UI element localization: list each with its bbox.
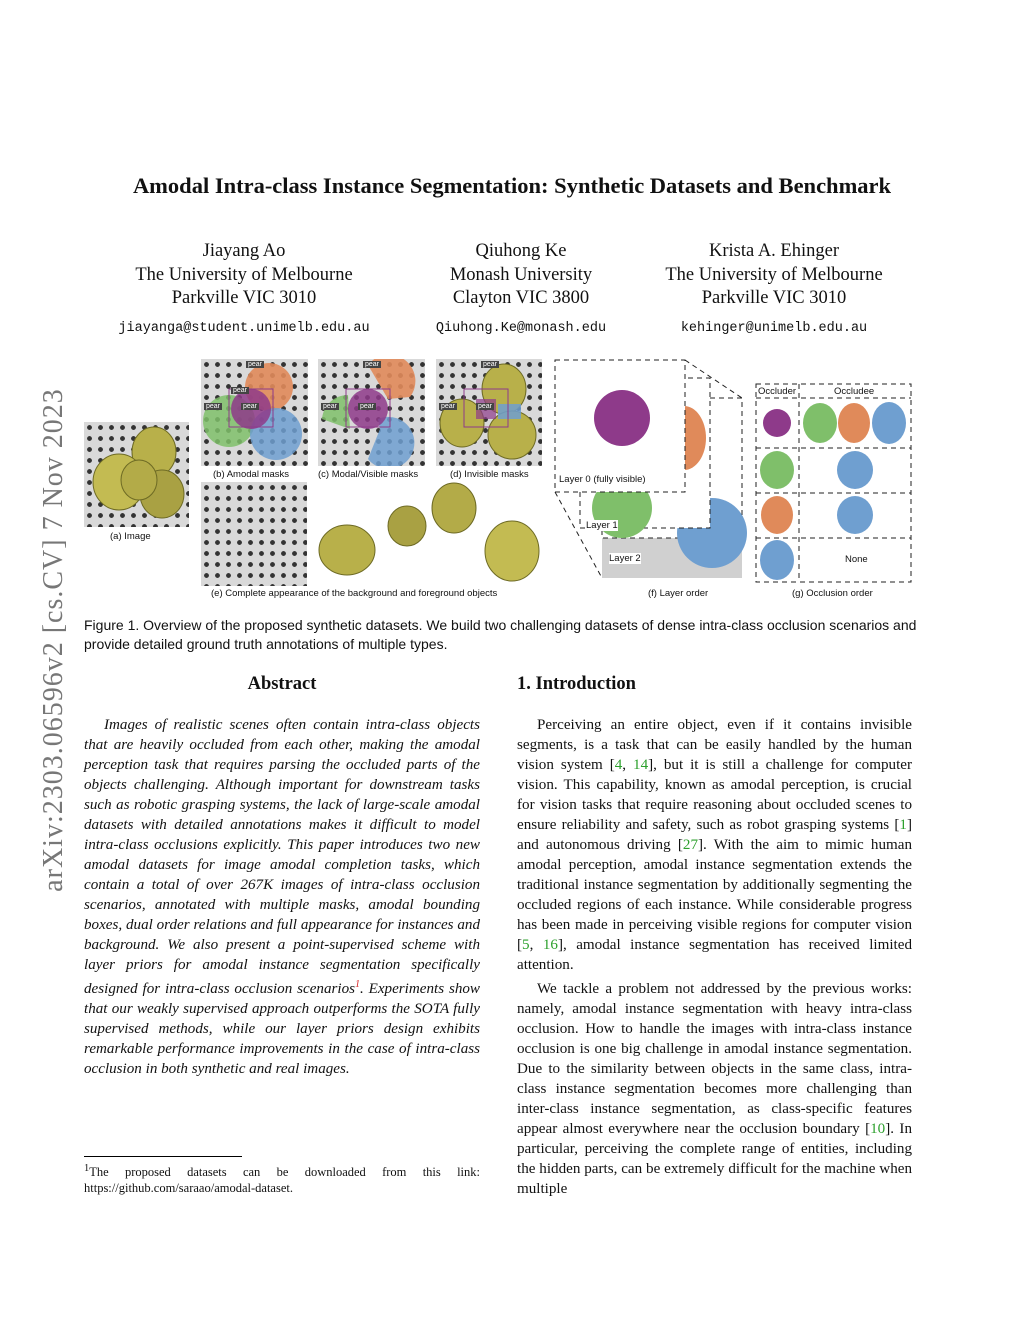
author-affiliation: The University of Melbourne [665,264,883,285]
intro-paragraph-2 [517,979,912,1199]
citation-link[interactable]: 1 [899,817,907,833]
occlusion-order-table [755,383,912,583]
text-run: Perceiving an entire object, even if it contains invisible segments, is a task that can be easily handled by the human vision system [ [517,717,912,773]
abstract-text-part-2: . Experiments show that our weakly supervised approach outperforms the SOTA fully supervised methods, while our layer priors design exhibits remarkable performance improvements in the case of intra-class occlusion in both synthetic and real images. [84,981,480,1078]
abstract-text [84,715,480,1079]
paper-title: Amodal Intra-class Instance Segmentation: Synthetic Datasets and Benchmark [132,173,892,198]
subcaption-g: (g) Occlusion order [792,588,873,599]
mask-label: pear [206,403,221,410]
author-address: Clayton VIC 3800 [452,288,590,308]
invisible-masks-illustration [436,359,542,466]
author-address: Parkville VIC 3010 [701,288,847,308]
citation-link[interactable]: 4 [614,757,623,773]
layer-order-illustration [552,358,747,586]
footnote [84,1161,480,1196]
amodal-masks-illustration [201,359,308,466]
text-run: ]. In particular, perceiving the complete range of entities, including the hidden parts, can be extremely difficult for the machine when multiple [517,1121,912,1197]
none-cell: None [845,554,868,565]
mask-label: pear [323,403,338,410]
text-run: , [529,937,543,953]
footnote-mark[interactable]: 1 [355,979,360,990]
author-name: Jiayang Ao [202,241,286,261]
pears-illustration [84,422,189,527]
text-run: , [622,757,634,773]
mask-label: pear [233,387,248,394]
citation-link[interactable]: 27 [682,837,699,853]
mask-label: pear [360,403,375,410]
citation-link[interactable]: 5 [522,937,530,953]
author-email[interactable]: kehinger@unimelb.edu.au [680,320,868,336]
introduction-heading: 1. Introduction [517,674,636,694]
citation-link[interactable]: 14 [633,757,649,773]
modal-masks-panel [318,359,425,466]
figure-1 [0,0,1024,610]
mask-label: pear [441,403,456,410]
introduction-section [517,674,912,1199]
mask-label: pear [248,361,263,368]
text-run: We tackle a problem not addressed by the previous works: namely, amodal instance segmentation with heavy intra-class occlusion. How to handle the images with intra-class instance occlusion is one big challenge in amodal instance segmentation. Due to the similarity between objects in the same class, intra-class instance segmentation becomes more challenging than inter-class instance segmentation, as class-specific features appear almost everywhere near the occlusion boundary [ [517,981,912,1137]
subcaption-a: (a) Image [110,531,151,542]
layer-0-label: Layer 0 (fully visible) [559,474,646,485]
intro-paragraph-1 [517,715,912,975]
foreground-objects-illustration [312,478,547,588]
invisible-masks-panel [436,359,542,466]
abstract-heading: Abstract [247,674,317,694]
author-address: Parkville VIC 3010 [171,288,317,308]
author-email[interactable]: Qiuhong.Ke@monash.edu [435,320,607,336]
layer-2-label: Layer 2 [609,553,641,564]
abstract-section [84,674,480,1079]
mask-label: pear [243,403,258,410]
author-affiliation: The University of Melbourne [135,264,353,285]
occludee-header: Occludee [834,386,875,397]
text-run: ] and autonomous driving [ [517,817,912,853]
citation-link[interactable]: 16 [542,937,558,953]
arxiv-side-label: arXiv:2303.06596v2 [cs.CV] 7 Nov 2023 [38,388,69,892]
text-run: ], amodal instance segmentation has received limited attention. [517,937,913,973]
author-email[interactable]: jiayanga@student.unimelb.edu.au [118,320,370,336]
mask-label: pear [483,361,498,368]
subcaption-e: (e) Complete appearance of the background and foreground objects [211,588,498,599]
layer-1-label: Layer 1 [586,520,618,531]
amodal-masks-panel [201,359,308,466]
mask-label: pear [365,361,380,368]
text-run: ], but it is still a challenge for computer vision. This capability, known as amodal perception, is crucial for vision tasks that require reasoning about occluded scenes to ensure reliability and safety, such as robot grasping systems [ [517,757,912,833]
abstract-text-part-1: Images of realistic scenes often contain intra-class objects that are heavily occluded from each other, making the amodal perception task that requires parsing the occluded parts of the objects challenging. Although important for downstream tasks such as robotic grasping systems, the lack of large-scale amodal datasets with detailed annotations makes it difficult to model intra-class occlusions explicitly. This paper introduces two new amodal datasets for image amodal completion tasks, which contain a total of over 267K images of intra-class occlusion scenarios, annotated with multiple masks, amodal bounding boxes, dual order relations and full appearance for instances and background. We also present a point-supervised scheme with layer priors for amodal instance segmentation specifically designed for intra-class occlusion scenarios [84,717,480,998]
footnote-number: 1 [84,1163,90,1174]
subcaption-c: (c) Modal/Visible masks [318,469,419,480]
footnote-text: The proposed datasets can be downloaded from this link: https://github.com/saraao/amodal-dataset. [84,1165,480,1196]
input-image-panel [84,422,189,527]
modal-masks-illustration [318,359,425,466]
subcaption-f: (f) Layer order [648,588,709,599]
background-panel [201,482,307,586]
mask-label: pear [478,403,493,410]
text-run: ]. With the aim to mimic human amodal perception, amodal instance segmentation extends the traditional instance segmentation by additionally segmenting the occluded regions of each instance. While considerable progress has been made in perceiving visible regions for computer vision [ [517,837,912,953]
subcaption-d: (d) Invisible masks [450,469,529,480]
citation-link[interactable]: 10 [870,1121,886,1137]
author-name: Krista A. Ehinger [709,241,839,261]
footnote-divider [84,1156,242,1157]
occluder-header: Occluder [758,386,797,397]
subcaption-b: (b) Amodal masks [213,469,290,480]
author-affiliation: Monash University [449,264,593,285]
author-name: Qiuhong Ke [475,241,567,261]
figure-caption: Figure 1. Overview of the proposed synthetic datasets. We build two challenging datasets of dense intra-class occlusion scenarios and provide detailed ground truth annotations of multiple types. [84,617,917,652]
